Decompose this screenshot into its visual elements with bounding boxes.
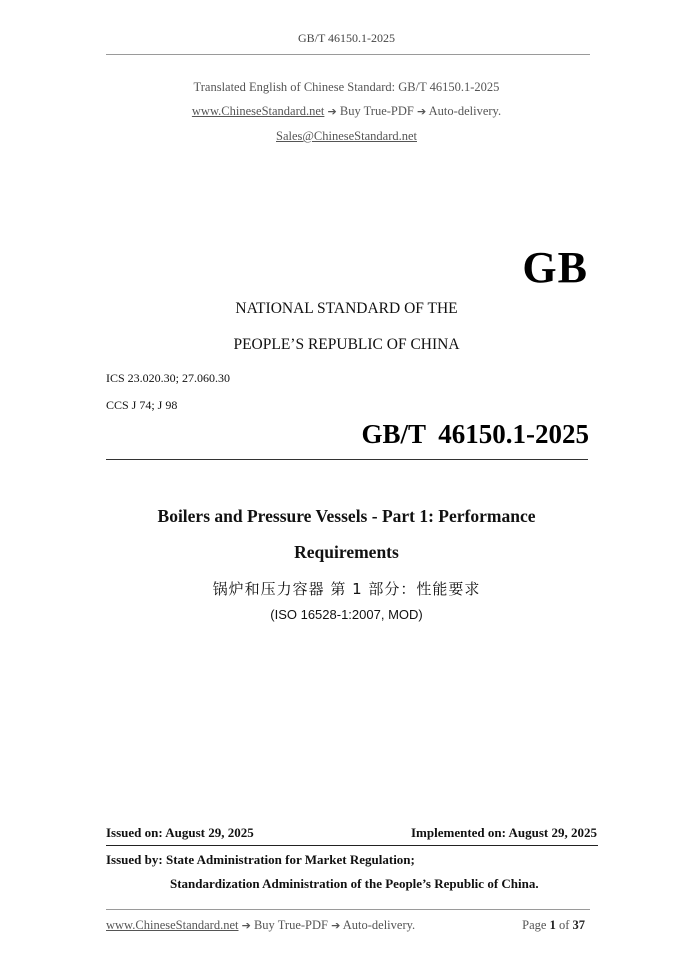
purchase-line	[0, 104, 693, 119]
sales-line	[0, 129, 693, 144]
page-total: 37	[572, 918, 585, 932]
page-label: Page	[522, 918, 547, 932]
title-en-line2: Requirements	[294, 542, 399, 562]
title-en-line1: Boilers and Pressure Vessels - Part 1: Performance	[157, 506, 536, 526]
national-standard-line2: PEOPLE’S REPUBLIC OF CHINA	[233, 336, 460, 353]
footer-auto-delivery-text: Auto-delivery.	[342, 918, 416, 932]
standard-number: GB/T 46150.1-2025	[361, 419, 589, 449]
footer-purchase-line	[106, 918, 415, 933]
issue-dates-rule	[106, 845, 598, 846]
footer-rule	[106, 909, 590, 910]
standard-number-rule	[106, 459, 588, 460]
issued-on: Issued on: August 29, 2025	[106, 825, 254, 840]
auto-delivery-text: Auto-delivery.	[428, 104, 502, 118]
page-of: of	[558, 918, 570, 932]
implemented-on: Implemented on: August 29, 2025	[411, 825, 597, 840]
page-number	[522, 918, 585, 933]
right-arrow-icon: ➔	[417, 105, 427, 118]
issued-by: Issued by: State Administration for Market Regulation;	[106, 852, 415, 867]
translated-line: Translated English of Chinese Standard: GB/T 46150.1-2025	[193, 80, 500, 94]
footer-site-link[interactable]: www.ChineseStandard.net	[106, 918, 239, 932]
page-current: 1	[549, 918, 556, 932]
right-arrow-icon: ➔	[327, 105, 337, 118]
ccs-code: CCS J 74; J 98	[106, 398, 178, 412]
issued-by-second: Standardization Administration of the People’s Republic of China.	[170, 876, 539, 891]
iso-reference: (ISO 16528-1:2007, MOD)	[270, 607, 423, 622]
footer-buy-text: Buy True-PDF	[253, 918, 328, 932]
buy-text: Buy True-PDF	[339, 104, 414, 118]
title-chinese: 锅炉和压力容器 第 1 部分：性能要求	[212, 580, 481, 598]
sales-email-link[interactable]: Sales@ChineseStandard.net	[276, 129, 417, 143]
right-arrow-icon: ➔	[331, 919, 341, 932]
ics-code: ICS 23.020.30; 27.060.30	[106, 371, 231, 385]
gb-logo: GB	[522, 243, 588, 292]
running-header: GB/T 46150.1-2025	[297, 31, 396, 45]
site-link[interactable]: www.ChineseStandard.net	[191, 104, 325, 118]
national-standard-line1: NATIONAL STANDARD OF THE	[235, 300, 458, 317]
header-rule	[106, 54, 590, 55]
right-arrow-icon: ➔	[241, 919, 251, 932]
